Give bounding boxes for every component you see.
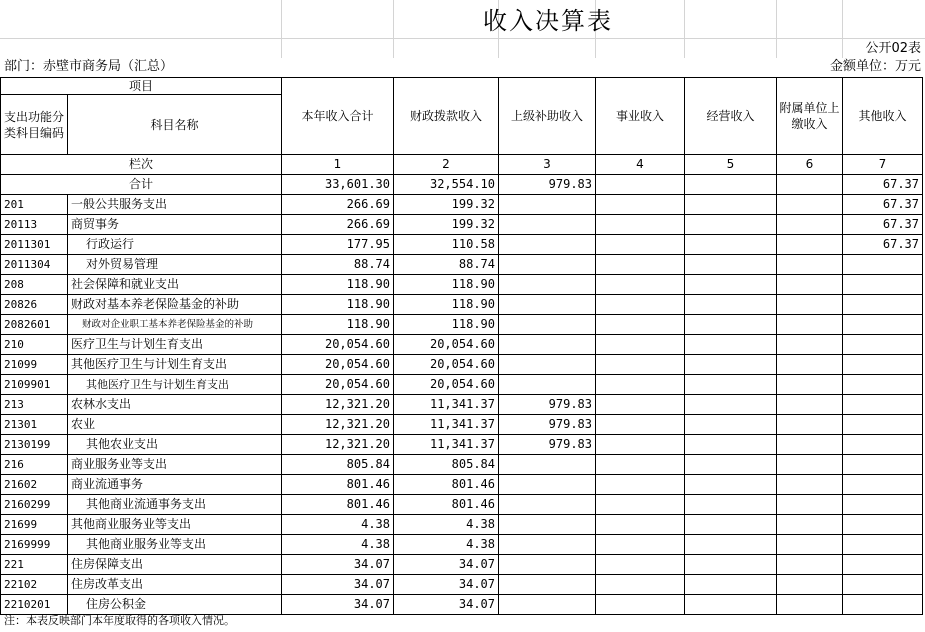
row-index-num: 2 — [394, 155, 499, 175]
row-name: 其他商业服务业等支出 — [68, 515, 282, 535]
header-col-3: 上级补助收入 — [499, 78, 596, 155]
row-value — [685, 455, 777, 475]
row-value — [843, 495, 923, 515]
row-code: 208 — [1, 275, 68, 295]
row-value — [499, 575, 596, 595]
row-value — [596, 195, 685, 215]
row-value — [843, 355, 923, 375]
row-value — [685, 195, 777, 215]
row-value — [777, 495, 843, 515]
department-label: 部门：赤壁市商务局（汇总） — [4, 59, 174, 74]
row-code: 2011301 — [1, 235, 68, 255]
row-name: 一般公共服务支出 — [68, 195, 282, 215]
row-value: 801.46 — [394, 475, 499, 495]
table-row — [1, 195, 923, 215]
row-value — [685, 355, 777, 375]
row-code: 2160299 — [1, 495, 68, 515]
table-row — [1, 395, 923, 415]
row-value: 34.07 — [394, 595, 499, 615]
row-value — [499, 515, 596, 535]
row-value — [596, 475, 685, 495]
total-value: 979.83 — [499, 175, 596, 195]
row-value — [777, 215, 843, 235]
total-label: 合计 — [1, 175, 282, 195]
row-name: 农业 — [68, 415, 282, 435]
row-value — [843, 255, 923, 275]
row-value — [499, 495, 596, 515]
table-row — [1, 275, 923, 295]
row-value — [843, 335, 923, 355]
header-col-7: 其他收入 — [843, 78, 923, 155]
row-name: 其他医疗卫生与计划生育支出 — [68, 375, 282, 395]
footnote: 注：本表反映部门本年度取得的各项收入情况。 — [4, 614, 235, 627]
row-value — [685, 375, 777, 395]
row-name: 医疗卫生与计划生育支出 — [68, 335, 282, 355]
row-value — [499, 555, 596, 575]
row-value — [596, 415, 685, 435]
row-value: 266.69 — [282, 195, 394, 215]
row-value: 34.07 — [282, 555, 394, 575]
row-value: 118.90 — [282, 295, 394, 315]
row-value — [777, 295, 843, 315]
row-value — [685, 295, 777, 315]
table-row — [1, 455, 923, 475]
table-row — [1, 215, 923, 235]
row-value: 34.07 — [282, 595, 394, 615]
row-value — [596, 515, 685, 535]
row-name: 财政对基本养老保险基金的补助 — [68, 295, 282, 315]
row-value — [843, 275, 923, 295]
row-name: 其他医疗卫生与计划生育支出 — [68, 355, 282, 375]
row-value — [843, 395, 923, 415]
row-value — [777, 475, 843, 495]
row-index-num: 5 — [685, 155, 777, 175]
header-col-2: 财政拨款收入 — [394, 78, 499, 155]
row-index-num: 1 — [282, 155, 394, 175]
row-value — [777, 275, 843, 295]
table-row — [1, 535, 923, 555]
row-value — [499, 235, 596, 255]
form-number: 公开02表 — [865, 41, 921, 56]
row-value — [685, 595, 777, 615]
table-row — [1, 355, 923, 375]
row-value — [777, 575, 843, 595]
row-value — [843, 595, 923, 615]
row-value — [596, 535, 685, 555]
row-value — [499, 355, 596, 375]
row-value — [499, 335, 596, 355]
row-name: 其他商业流通事务支出 — [68, 495, 282, 515]
row-value: 118.90 — [282, 315, 394, 335]
table-row — [1, 495, 923, 515]
table-row — [1, 475, 923, 495]
row-value — [777, 595, 843, 615]
row-value: 110.58 — [394, 235, 499, 255]
row-name: 行政运行 — [68, 235, 282, 255]
row-code: 21699 — [1, 515, 68, 535]
row-value — [596, 375, 685, 395]
row-value — [499, 275, 596, 295]
row-index — [1, 155, 923, 175]
row-value — [843, 575, 923, 595]
row-value — [596, 295, 685, 315]
row-value — [596, 355, 685, 375]
row-value — [843, 535, 923, 555]
row-value — [777, 515, 843, 535]
row-value — [596, 335, 685, 355]
row-value — [596, 555, 685, 575]
row-value: 4.38 — [394, 535, 499, 555]
header-col-1: 本年收入合计 — [282, 78, 394, 155]
row-value — [777, 195, 843, 215]
row-value — [499, 455, 596, 475]
row-value: 11,341.37 — [394, 435, 499, 455]
header-name: 科目名称 — [68, 95, 282, 155]
row-value — [685, 535, 777, 555]
row-value — [499, 375, 596, 395]
row-name: 住房公积金 — [68, 595, 282, 615]
row-value — [596, 575, 685, 595]
row-value — [685, 315, 777, 335]
row-value: 34.07 — [394, 575, 499, 595]
row-name: 商业流通事务 — [68, 475, 282, 495]
row-value: 34.07 — [394, 555, 499, 575]
row-value: 88.74 — [282, 255, 394, 275]
row-value — [843, 435, 923, 455]
row-value — [843, 375, 923, 395]
unit-label: 金额单位：万元 — [829, 59, 921, 74]
row-value — [499, 215, 596, 235]
row-value — [596, 435, 685, 455]
row-code: 21602 — [1, 475, 68, 495]
row-code: 2210201 — [1, 595, 68, 615]
table-row — [1, 255, 923, 275]
row-value: 118.90 — [282, 275, 394, 295]
row-index-num: 7 — [843, 155, 923, 175]
row-value — [685, 475, 777, 495]
row-value — [596, 275, 685, 295]
row-value — [685, 435, 777, 455]
row-value — [777, 555, 843, 575]
row-value — [685, 415, 777, 435]
row-value: 20,054.60 — [282, 355, 394, 375]
row-value — [596, 215, 685, 235]
table-row — [1, 315, 923, 335]
row-value: 67.37 — [843, 235, 923, 255]
header-col-6: 附属单位上缴收入 — [777, 78, 843, 155]
table-row — [1, 515, 923, 535]
row-value — [777, 235, 843, 255]
row-value: 88.74 — [394, 255, 499, 275]
row-value — [843, 295, 923, 315]
row-index-num: 4 — [596, 155, 685, 175]
row-code: 2011304 — [1, 255, 68, 275]
row-value — [596, 315, 685, 335]
row-code: 2082601 — [1, 315, 68, 335]
row-value: 12,321.20 — [282, 415, 394, 435]
row-name: 商业服务业等支出 — [68, 455, 282, 475]
row-value: 118.90 — [394, 315, 499, 335]
row-value — [685, 495, 777, 515]
row-value: 34.07 — [282, 575, 394, 595]
row-value: 11,341.37 — [394, 395, 499, 415]
row-value: 979.83 — [499, 435, 596, 455]
row-code: 213 — [1, 395, 68, 415]
row-value: 20,054.60 — [282, 375, 394, 395]
row-code: 21099 — [1, 355, 68, 375]
total-value — [777, 175, 843, 195]
row-value — [596, 235, 685, 255]
row-code: 2169999 — [1, 535, 68, 555]
row-name: 财政对企业职工基本养老保险基金的补助 — [68, 315, 282, 335]
row-code: 21301 — [1, 415, 68, 435]
row-name: 其他商业服务业等支出 — [68, 535, 282, 555]
row-value — [777, 255, 843, 275]
header-col-4: 事业收入 — [596, 78, 685, 155]
row-name: 对外贸易管理 — [68, 255, 282, 275]
total-value: 33,601.30 — [282, 175, 394, 195]
row-value — [777, 315, 843, 335]
row-value — [685, 255, 777, 275]
table-row — [1, 415, 923, 435]
total-value: 32,554.10 — [394, 175, 499, 195]
row-value — [685, 395, 777, 415]
row-value — [499, 195, 596, 215]
row-index-num: 6 — [777, 155, 843, 175]
row-code: 20113 — [1, 215, 68, 235]
row-value: 4.38 — [282, 515, 394, 535]
row-value — [596, 255, 685, 275]
table-row — [1, 555, 923, 575]
row-value — [777, 375, 843, 395]
row-value — [685, 215, 777, 235]
page-title: 收入决算表 — [483, 7, 613, 35]
row-value — [596, 395, 685, 415]
row-value — [685, 235, 777, 255]
header-code: 支出功能分类科目编码 — [1, 95, 68, 155]
row-index-num: 3 — [499, 155, 596, 175]
row-code: 2130199 — [1, 435, 68, 455]
row-value: 801.46 — [282, 475, 394, 495]
row-value: 12,321.20 — [282, 395, 394, 415]
row-code: 210 — [1, 335, 68, 355]
row-code: 2109901 — [1, 375, 68, 395]
row-value: 199.32 — [394, 215, 499, 235]
table-row — [1, 235, 923, 255]
row-value: 177.95 — [282, 235, 394, 255]
row-value: 199.32 — [394, 195, 499, 215]
table-row — [1, 375, 923, 395]
row-value — [777, 395, 843, 415]
row-value — [843, 515, 923, 535]
row-value — [685, 555, 777, 575]
row-value — [499, 595, 596, 615]
total-row — [1, 175, 923, 195]
row-value: 67.37 — [843, 215, 923, 235]
row-value — [777, 335, 843, 355]
row-value — [499, 295, 596, 315]
row-value: 118.90 — [394, 295, 499, 315]
row-value — [499, 535, 596, 555]
row-value — [777, 455, 843, 475]
row-value — [843, 455, 923, 475]
row-name: 农林水支出 — [68, 395, 282, 415]
row-value: 20,054.60 — [394, 375, 499, 395]
row-value — [499, 315, 596, 335]
row-value — [777, 535, 843, 555]
row-code: 22102 — [1, 575, 68, 595]
row-value — [596, 495, 685, 515]
row-value — [843, 555, 923, 575]
row-index-label: 栏次 — [1, 155, 282, 175]
row-value — [777, 355, 843, 375]
row-value: 801.46 — [394, 495, 499, 515]
header-item-group: 项目 — [1, 78, 282, 95]
row-value: 20,054.60 — [394, 335, 499, 355]
row-code: 216 — [1, 455, 68, 475]
row-value — [685, 275, 777, 295]
row-value — [843, 415, 923, 435]
row-value — [499, 255, 596, 275]
row-value: 979.83 — [499, 395, 596, 415]
row-value — [596, 595, 685, 615]
row-value: 801.46 — [282, 495, 394, 515]
row-value — [777, 415, 843, 435]
row-value: 11,341.37 — [394, 415, 499, 435]
row-value: 805.84 — [394, 455, 499, 475]
row-value: 67.37 — [843, 195, 923, 215]
table-row — [1, 335, 923, 355]
table-row — [1, 435, 923, 455]
row-value: 12,321.20 — [282, 435, 394, 455]
table-row — [1, 295, 923, 315]
row-value: 20,054.60 — [394, 355, 499, 375]
row-value — [685, 575, 777, 595]
row-value: 805.84 — [282, 455, 394, 475]
row-value: 979.83 — [499, 415, 596, 435]
header-col-5: 经营收入 — [685, 78, 777, 155]
row-value — [685, 335, 777, 355]
row-name: 商贸事务 — [68, 215, 282, 235]
row-value — [499, 475, 596, 495]
row-value: 20,054.60 — [282, 335, 394, 355]
row-value: 118.90 — [394, 275, 499, 295]
row-value: 4.38 — [282, 535, 394, 555]
row-code: 20826 — [1, 295, 68, 315]
row-name: 社会保障和就业支出 — [68, 275, 282, 295]
row-value — [777, 435, 843, 455]
row-code: 201 — [1, 195, 68, 215]
row-value: 4.38 — [394, 515, 499, 535]
row-name: 住房保障支出 — [68, 555, 282, 575]
total-value: 67.37 — [843, 175, 923, 195]
row-value — [685, 515, 777, 535]
row-name: 住房改革支出 — [68, 575, 282, 595]
row-value — [596, 455, 685, 475]
table-row — [1, 575, 923, 595]
total-value — [596, 175, 685, 195]
row-name: 其他农业支出 — [68, 435, 282, 455]
revenue-table — [0, 77, 923, 615]
row-value — [843, 315, 923, 335]
row-value — [843, 475, 923, 495]
row-value: 266.69 — [282, 215, 394, 235]
row-code: 221 — [1, 555, 68, 575]
total-value — [685, 175, 777, 195]
